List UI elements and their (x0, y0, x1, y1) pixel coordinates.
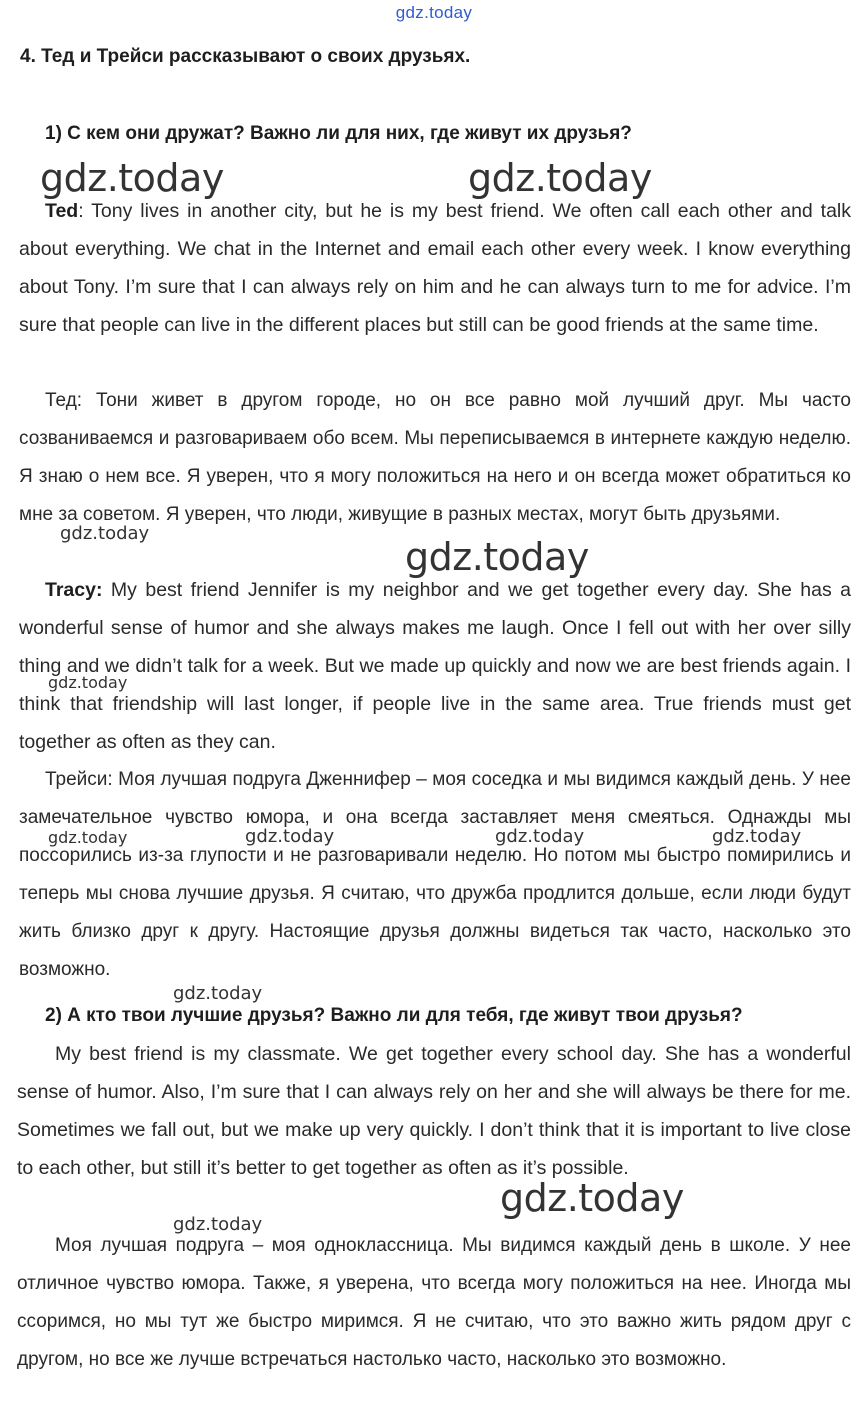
watermark: gdz.today (48, 828, 128, 847)
tracy-speaker-label: Tracy: (45, 579, 103, 601)
ted-paragraph-en (19, 192, 851, 344)
watermark: gdz.today (173, 1214, 263, 1235)
watermark: gdz.today (500, 1176, 684, 1220)
ted-text-ru: Тед: Тони живет в другом городе, но он все равно мой лучший друг. Мы часто созваниваемся и разговариваем обо всем. Мы переписываемся в интернете каждую неделю. Я знаю о нем все. Я уверен, что я могу положиться на него и он всегда может обратиться ко мне за советом. Я уверен, что люди, живущие в разных местах, могут быть друзьями. (19, 390, 851, 525)
watermark: gdz.today (712, 826, 802, 847)
ted-paragraph-ru (19, 382, 851, 534)
answer-text-ru: Моя лучшая подруга – моя одноклассница. Мы видимся каждый день в школе. У нее отличное чувство юмора. Также, я уверена, что всегда могу положиться на нее. Иногда мы ссоримся, но мы тут же быстро миримся. Я не считаю, что это важно жить рядом друг с другом, но все же лучше встречаться настолько часто, насколько это возможно. (17, 1235, 851, 1370)
answer-text-en: My best friend is my classmate. We get together every school day. She has a wonderful sense of humor. Also, I’m sure that I can always rely on her and she will always be there for me. Sometimes we fall out, but we make up very quickly. I don’t think that it is important to live close to each other, but still it’s better to get together as often as it’s possible. (17, 1043, 851, 1179)
question-1: 1) С кем они дружат? Важно ли для них, где живут их друзья? (45, 123, 632, 144)
watermark: gdz.today (245, 826, 335, 847)
tracy-paragraph-en (19, 571, 851, 761)
watermark: gdz.today (405, 535, 589, 579)
ted-speaker-label: Ted (45, 200, 79, 222)
watermark: gdz.today (60, 523, 150, 544)
watermark: gdz.today (495, 826, 585, 847)
top-watermark: gdz.today (395, 3, 473, 22)
ted-text-en: : Tony lives in another city, but he is my best friend. We often call each other and talk about everything. We chat in the Internet and email each other every week. I know everything about Tony. I’m sure that I can always rely on him and he can always turn to me for advice. I’m sure that people can live in the different places but still can be good friends at the same time. (19, 200, 851, 336)
question-2: 2) А кто твои лучшие друзья? Важно ли для тебя, где живут твои друзья? (45, 1005, 743, 1026)
watermark: gdz.today (48, 673, 128, 692)
watermark: gdz.today (468, 156, 652, 200)
task-title: 4. Тед и Трейси рассказывают о своих друзьях. (20, 46, 471, 67)
tracy-text-en: My best friend Jennifer is my neighbor and we get together every day. She has a wonderful sense of humor and she always makes me laugh. Once I fell out with her over silly thing and we didn’t talk for a week. But we made up quickly and now we are best friends again. I think that friendship will last longer, if people live in the same area. True friends must get together as often as they can. (19, 579, 851, 753)
watermark: gdz.today (40, 156, 224, 200)
tracy-text-ru: Трейси: Моя лучшая подруга Дженнифер – моя соседка и мы видимся каждый день. У нее замечательное чувство юмора, и она всегда заставляет меня смеяться. Однажды мы поссорились из-за глупости и не разговаривали неделю. Но потом мы быстро помирились и теперь мы снова лучшие друзья. Я считаю, что дружба продлится дольше, если люди будут жить близко друг к другу. Настоящие друзья должны видеться так часто, насколько это возможно. (19, 769, 851, 980)
answer-paragraph-ru (17, 1227, 851, 1379)
answer-paragraph-en (17, 1035, 851, 1187)
tracy-paragraph-ru (19, 761, 851, 989)
watermark: gdz.today (173, 983, 263, 1004)
